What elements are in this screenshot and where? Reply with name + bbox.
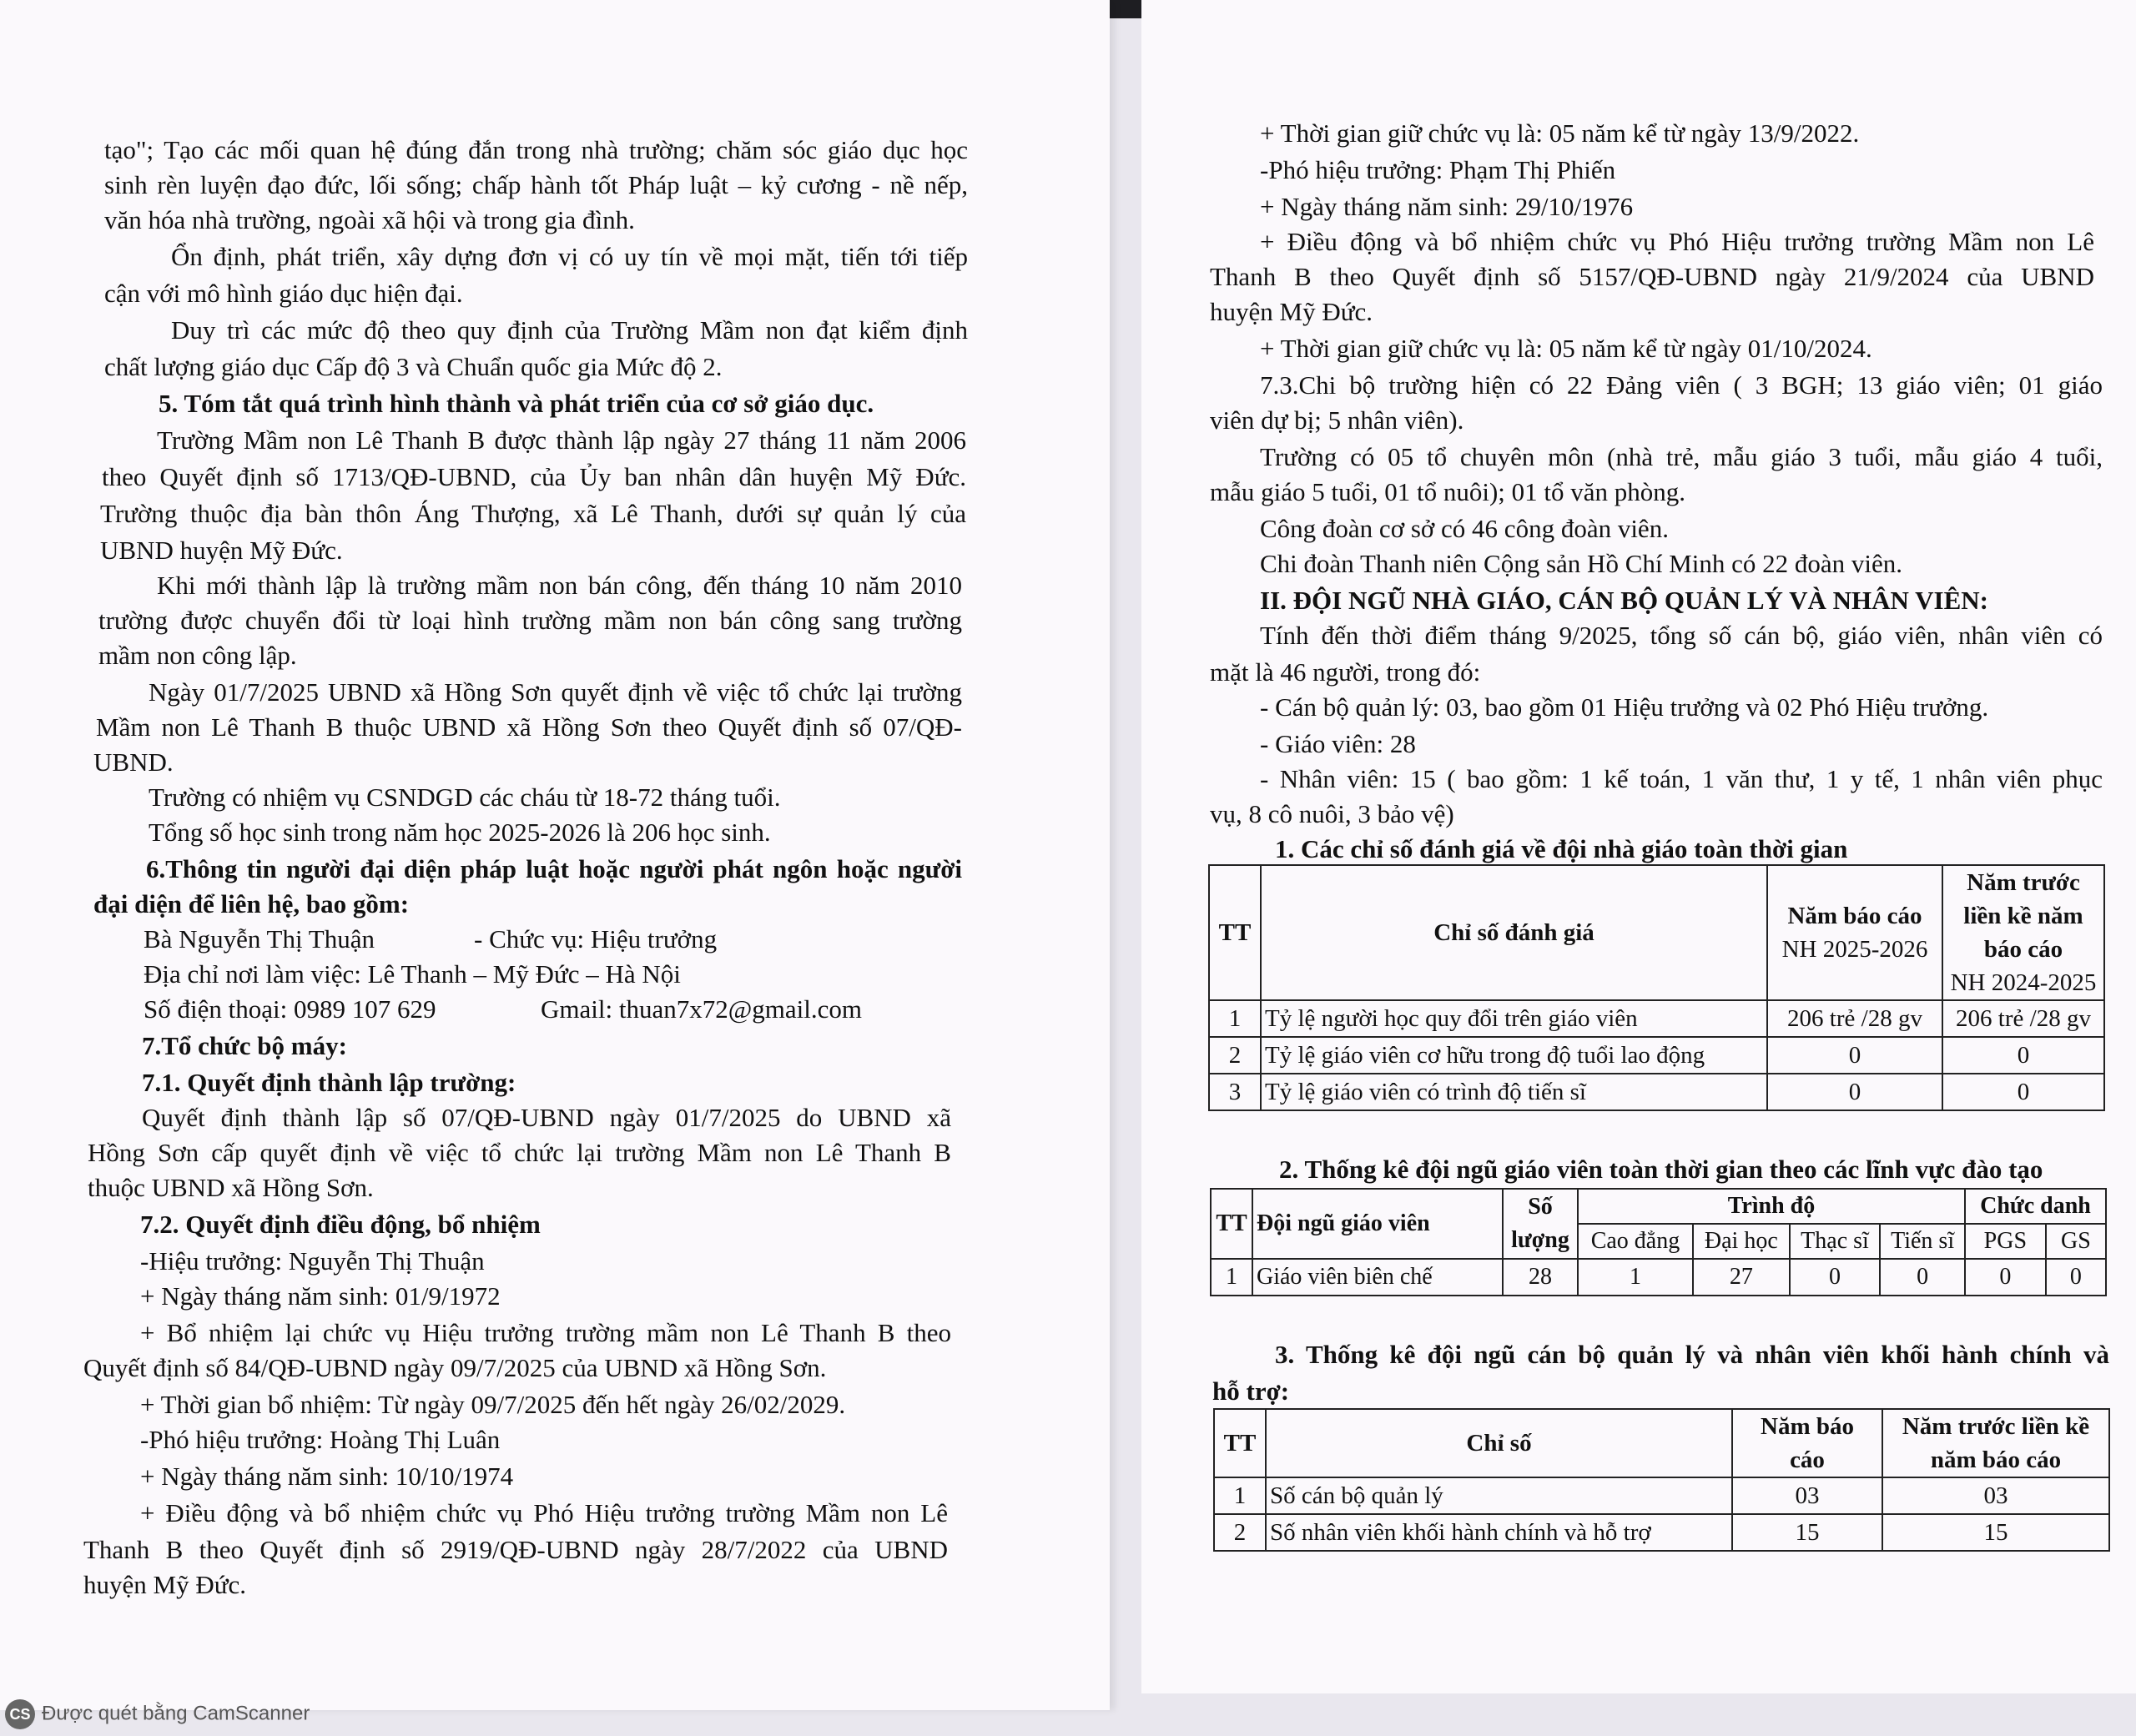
header-line: Năm báo cáo bbox=[1787, 903, 1922, 929]
table-cell: 3 bbox=[1209, 1074, 1261, 1110]
table-cell: Số nhân viên khối hành chính và hỗ trợ bbox=[1266, 1514, 1732, 1551]
table-header-row bbox=[1209, 865, 2104, 1000]
text-line: -Phó hiệu trưởng: Hoàng Thị Luân bbox=[140, 1425, 501, 1454]
column-header: TT bbox=[1214, 1409, 1266, 1477]
section-heading: đại diện để liên hệ, bao gồm: bbox=[93, 889, 410, 918]
right-page bbox=[1141, 0, 2136, 1693]
text-line: + Thời gian bổ nhiệm: Từ ngày 09/7/2025 đến hết ngày 26/02/2029. bbox=[140, 1390, 846, 1419]
text-line: + Ngày tháng năm sinh: 10/10/1974 bbox=[140, 1462, 514, 1491]
text-line: Quyết định số 84/QĐ-UBND ngày 09/7/2025 của UBND xã Hồng Sơn. bbox=[83, 1353, 827, 1382]
text-line: vụ, 8 cô nuôi, 3 bảo vệ) bbox=[1210, 799, 1454, 828]
text-line: huyện Mỹ Đức. bbox=[1210, 297, 1373, 326]
table-cell: 0 bbox=[1942, 1037, 2104, 1074]
table-cell: 03 bbox=[1882, 1477, 2109, 1514]
table-row bbox=[1214, 1514, 2109, 1551]
text-line: huyện Mỹ Đức. bbox=[83, 1570, 247, 1599]
table-cell: 0 bbox=[1965, 1259, 2046, 1296]
text-line: Thanh B theo Quyết định số 2919/QĐ-UBND ngày 28/7/2022 của UBND bbox=[83, 1535, 948, 1564]
table-caption: hỗ trợ: bbox=[1212, 1376, 1290, 1406]
table-cell: 15 bbox=[1732, 1514, 1882, 1551]
table-cell: Tỷ lệ giáo viên cơ hữu trong độ tuổi lao động bbox=[1261, 1037, 1767, 1074]
table-cell: 0 bbox=[2046, 1259, 2106, 1296]
watermark-text: Được quét bằng CamScanner bbox=[42, 1702, 310, 1725]
contact-name: Bà Nguyễn Thị Thuận bbox=[144, 924, 375, 954]
text-line: tạo"; Tạo các mối quan hệ đúng đắn trong nhà trường; chăm sóc giáo dục học bbox=[104, 135, 968, 164]
table-caption: 2. Thống kê đội ngũ giáo viên toàn thời gian theo các lĩnh vực đào tạo bbox=[1279, 1155, 2043, 1184]
column-header bbox=[1882, 1409, 2109, 1477]
table-cell: 1 bbox=[1214, 1477, 1266, 1514]
text-line: trường được chuyển đổi từ loại hình trường mầm non bán công sang trường bbox=[98, 606, 962, 635]
section-heading: 6.Thông tin người đại diện pháp luật hoặc người phát ngôn hoặc người bbox=[146, 854, 962, 883]
header-line: lượng bbox=[1511, 1227, 1569, 1253]
text-line: + Thời gian giữ chức vụ là: 05 năm kể từ ngày 01/10/2024. bbox=[1260, 334, 1872, 363]
contact-email: Gmail: thuan7x72@gmail.com bbox=[541, 994, 862, 1024]
staff-statistics-table bbox=[1213, 1408, 2110, 1552]
text-line: + Ngày tháng năm sinh: 01/9/1972 bbox=[140, 1281, 501, 1311]
header-line: Năm báo bbox=[1761, 1413, 1854, 1440]
text-line: + Điều động và bổ nhiệm chức vụ Phó Hiệu trưởng trường Mầm non Lê bbox=[140, 1498, 948, 1527]
table-cell: 0 bbox=[1880, 1259, 1965, 1296]
text-line: Ổn định, phát triển, xây dựng đơn vị có uy tín về mọi mặt, tiến tới tiếp bbox=[171, 242, 968, 271]
text-line: Trường có 05 tổ chuyên môn (nhà trẻ, mẫu giáo 3 tuổi, mẫu giáo 4 tuổi, bbox=[1260, 442, 2103, 471]
text-line: 7.3.Chi bộ trường hiện có 22 Đảng viên ( 3 BGH; 13 giáo viên; 01 giáo bbox=[1260, 370, 2103, 400]
header-line: Số bbox=[1528, 1194, 1553, 1220]
table-caption: 3. Thống kê đội ngũ cán bộ quản lý và nhân viên khối hành chính và bbox=[1275, 1340, 2109, 1369]
table-row bbox=[1209, 1037, 2104, 1074]
teacher-qualification-table bbox=[1210, 1188, 2107, 1296]
text-line: Khi mới thành lập là trường mầm non bán công, đến tháng 10 năm 2010 bbox=[157, 571, 962, 600]
text-line: Chi đoàn Thanh niên Cộng sản Hồ Chí Minh có 22 đoàn viên. bbox=[1260, 549, 1903, 578]
text-line: chất lượng giáo dục Cấp độ 3 và Chuẩn quốc gia Mức độ 2. bbox=[104, 352, 723, 381]
text-line: - Giáo viên: 28 bbox=[1260, 729, 1416, 758]
column-header: Đại học bbox=[1693, 1224, 1790, 1259]
table-row bbox=[1214, 1477, 2109, 1514]
header-line: Năm trước liền kề bbox=[1902, 1413, 2090, 1440]
column-header: Tiến sĩ bbox=[1880, 1224, 1965, 1259]
column-header: GS bbox=[2046, 1224, 2106, 1259]
table-header-row bbox=[1214, 1409, 2109, 1477]
table-cell: 2 bbox=[1209, 1037, 1261, 1074]
text-line: Trường Mầm non Lê Thanh B được thành lập ngày 27 tháng 11 năm 2006 bbox=[157, 425, 966, 455]
table-cell: 0 bbox=[1942, 1074, 2104, 1110]
text-line: cận với mô hình giáo dục hiện đại. bbox=[104, 279, 463, 308]
text-line: Thanh B theo Quyết định số 5157/QĐ-UBND ngày 21/9/2024 của UBND bbox=[1210, 262, 2094, 291]
teacher-indicator-table bbox=[1208, 864, 2105, 1111]
table-cell: 1 bbox=[1211, 1259, 1252, 1296]
contact-phone: Số điện thoại: 0989 107 629 bbox=[144, 994, 436, 1024]
text-line: Mầm non Lê Thanh B thuộc UBND xã Hồng Sơn theo Quyết định số 07/QĐ- bbox=[96, 712, 962, 742]
table-row bbox=[1211, 1259, 2106, 1296]
text-line: Duy trì các mức độ theo quy định của Trường Mầm non đạt kiểm định bbox=[171, 315, 968, 345]
column-header bbox=[1503, 1189, 1578, 1259]
text-line: viên dự bị; 5 nhân viên). bbox=[1210, 405, 1464, 435]
table-cell: 03 bbox=[1732, 1477, 1882, 1514]
contact-position: - Chức vụ: Hiệu trưởng bbox=[474, 924, 718, 954]
header-line: Năm trước bbox=[1967, 869, 2080, 896]
text-line: UBND. bbox=[93, 747, 174, 777]
text-line: Tổng số học sinh trong năm học 2025-2026 là 206 học sinh. bbox=[149, 818, 771, 847]
contact-address: Địa chỉ nơi làm việc: Lê Thanh – Mỹ Đức – Hà Nội bbox=[144, 959, 681, 989]
text-line: văn hóa nhà trường, ngoài xã hội và trong gia đình. bbox=[104, 205, 635, 234]
column-header: Chức danh bbox=[1965, 1189, 2106, 1224]
column-header bbox=[1732, 1409, 1882, 1477]
text-line: theo Quyết định số 1713/QĐ-UBND, của Ủy ban nhân dân huyện Mỹ Đức. bbox=[102, 462, 966, 491]
table-cell: 0 bbox=[1767, 1037, 1942, 1074]
header-line: liền kề năm bbox=[1963, 903, 2083, 929]
column-header bbox=[1767, 865, 1942, 1000]
table-cell: 2 bbox=[1214, 1514, 1266, 1551]
header-line: NH 2025-2026 bbox=[1781, 936, 1928, 963]
table-cell: 1 bbox=[1578, 1259, 1693, 1296]
table-cell: 28 bbox=[1503, 1259, 1578, 1296]
column-header: PGS bbox=[1965, 1224, 2046, 1259]
text-line: Ngày 01/7/2025 UBND xã Hồng Sơn quyết định về việc tổ chức lại trường bbox=[149, 677, 962, 707]
table-cell: 0 bbox=[1790, 1259, 1880, 1296]
text-line: Trường có nhiệm vụ CSNDGD các cháu từ 18-72 tháng tuổi. bbox=[149, 782, 781, 812]
column-header: Chỉ số bbox=[1266, 1409, 1732, 1477]
column-header: Cao đẳng bbox=[1578, 1224, 1693, 1259]
text-line: sinh rèn luyện đạo đức, lối sống; chấp hành tốt Pháp luật – kỷ cương - nề nếp, bbox=[104, 170, 968, 199]
text-line: mầm non công lập. bbox=[98, 641, 297, 670]
table-cell: 0 bbox=[1767, 1074, 1942, 1110]
text-line: thuộc UBND xã Hồng Sơn. bbox=[88, 1173, 374, 1202]
table-caption: 1. Các chỉ số đánh giá về đội nhà giáo toàn thời gian bbox=[1275, 834, 1848, 863]
text-line: mặt là 46 người, trong đó: bbox=[1210, 657, 1481, 687]
header-line: báo cáo bbox=[1983, 936, 2063, 963]
text-line: Quyết định thành lập số 07/QĐ-UBND ngày 01/7/2025 do UBND xã bbox=[142, 1103, 951, 1132]
table-header-row bbox=[1211, 1189, 2106, 1224]
text-line: -Phó hiệu trưởng: Phạm Thị Phiến bbox=[1260, 155, 1616, 184]
table-cell: 206 trẻ /28 gv bbox=[1767, 1000, 1942, 1037]
text-line: UBND huyện Mỹ Đức. bbox=[100, 536, 343, 565]
table-cell: 15 bbox=[1882, 1514, 2109, 1551]
text-line: + Ngày tháng năm sinh: 29/10/1976 bbox=[1260, 192, 1634, 221]
camscanner-logo-icon: CS bbox=[5, 1699, 35, 1729]
text-line: Trường thuộc địa bàn thôn Áng Thượng, xã Lê Thanh, dưới sự quản lý của bbox=[100, 499, 966, 528]
text-line: + Thời gian giữ chức vụ là: 05 năm kể từ ngày 13/9/2022. bbox=[1260, 118, 1860, 148]
text-line: Hồng Sơn cấp quyết định về việc tổ chức lại trường Mầm non Lê Thanh B bbox=[88, 1138, 951, 1167]
text-line: - Nhân viên: 15 ( bao gồm: 1 kế toán, 1 văn thư, 1 y tế, 1 nhân viên phục bbox=[1260, 764, 2103, 793]
text-line: mẫu giáo 5 tuổi, 01 tổ nuôi); 01 tổ văn phòng. bbox=[1210, 477, 1686, 506]
table-cell: 206 trẻ /28 gv bbox=[1942, 1000, 2104, 1037]
text-line: Công đoàn cơ sở có 46 công đoàn viên. bbox=[1260, 514, 1669, 543]
text-line: Tính đến thời điểm tháng 9/2025, tổng số cán bộ, giáo viên, nhân viên có bbox=[1260, 621, 2103, 650]
table-cell: Tỷ lệ người học quy đổi trên giáo viên bbox=[1261, 1000, 1767, 1037]
section-heading: 7.Tổ chức bộ máy: bbox=[142, 1031, 347, 1060]
text-line: -Hiệu trưởng: Nguyễn Thị Thuận bbox=[140, 1246, 485, 1276]
text-line: + Bổ nhiệm lại chức vụ Hiệu trưởng trường mầm non Lê Thanh B theo bbox=[140, 1318, 951, 1347]
header-line: cáo bbox=[1790, 1447, 1825, 1473]
text-line: - Cán bộ quản lý: 03, bao gồm 01 Hiệu trưởng và 02 Phó Hiệu trưởng. bbox=[1260, 692, 1989, 722]
header-line: năm báo cáo bbox=[1930, 1447, 2062, 1473]
table-cell: Giáo viên biên chế bbox=[1252, 1259, 1503, 1296]
table-row bbox=[1209, 1074, 2104, 1110]
column-header: Trình độ bbox=[1578, 1189, 1965, 1224]
column-header: Thạc sĩ bbox=[1790, 1224, 1880, 1259]
table-cell: 1 bbox=[1209, 1000, 1261, 1037]
scanner-watermark bbox=[5, 1699, 310, 1729]
table-cell: Số cán bộ quản lý bbox=[1266, 1477, 1732, 1514]
column-header bbox=[1942, 865, 2104, 1000]
section-heading: 7.1. Quyết định thành lập trường: bbox=[142, 1068, 516, 1097]
section-heading: 5. Tóm tắt quá trình hình thành và phát triển của cơ sở giáo dục. bbox=[159, 389, 874, 418]
column-header: Chỉ số đánh giá bbox=[1261, 865, 1767, 1000]
column-header: TT bbox=[1211, 1189, 1252, 1259]
column-header: TT bbox=[1209, 865, 1261, 1000]
header-line: NH 2024-2025 bbox=[1950, 969, 2097, 996]
table-row bbox=[1209, 1000, 2104, 1037]
table-cell: Tỷ lệ giáo viên có trình độ tiến sĩ bbox=[1261, 1074, 1767, 1110]
table-cell: 27 bbox=[1693, 1259, 1790, 1296]
column-header: Đội ngũ giáo viên bbox=[1252, 1189, 1503, 1259]
text-line: + Điều động và bổ nhiệm chức vụ Phó Hiệu trưởng trường Mầm non Lê bbox=[1260, 227, 2094, 256]
section-heading: 7.2. Quyết định điều động, bổ nhiệm bbox=[140, 1210, 541, 1239]
section-heading: II. ĐỘI NGŨ NHÀ GIÁO, CÁN BỘ QUẢN LÝ VÀ NHÂN VIÊN: bbox=[1260, 586, 1988, 615]
